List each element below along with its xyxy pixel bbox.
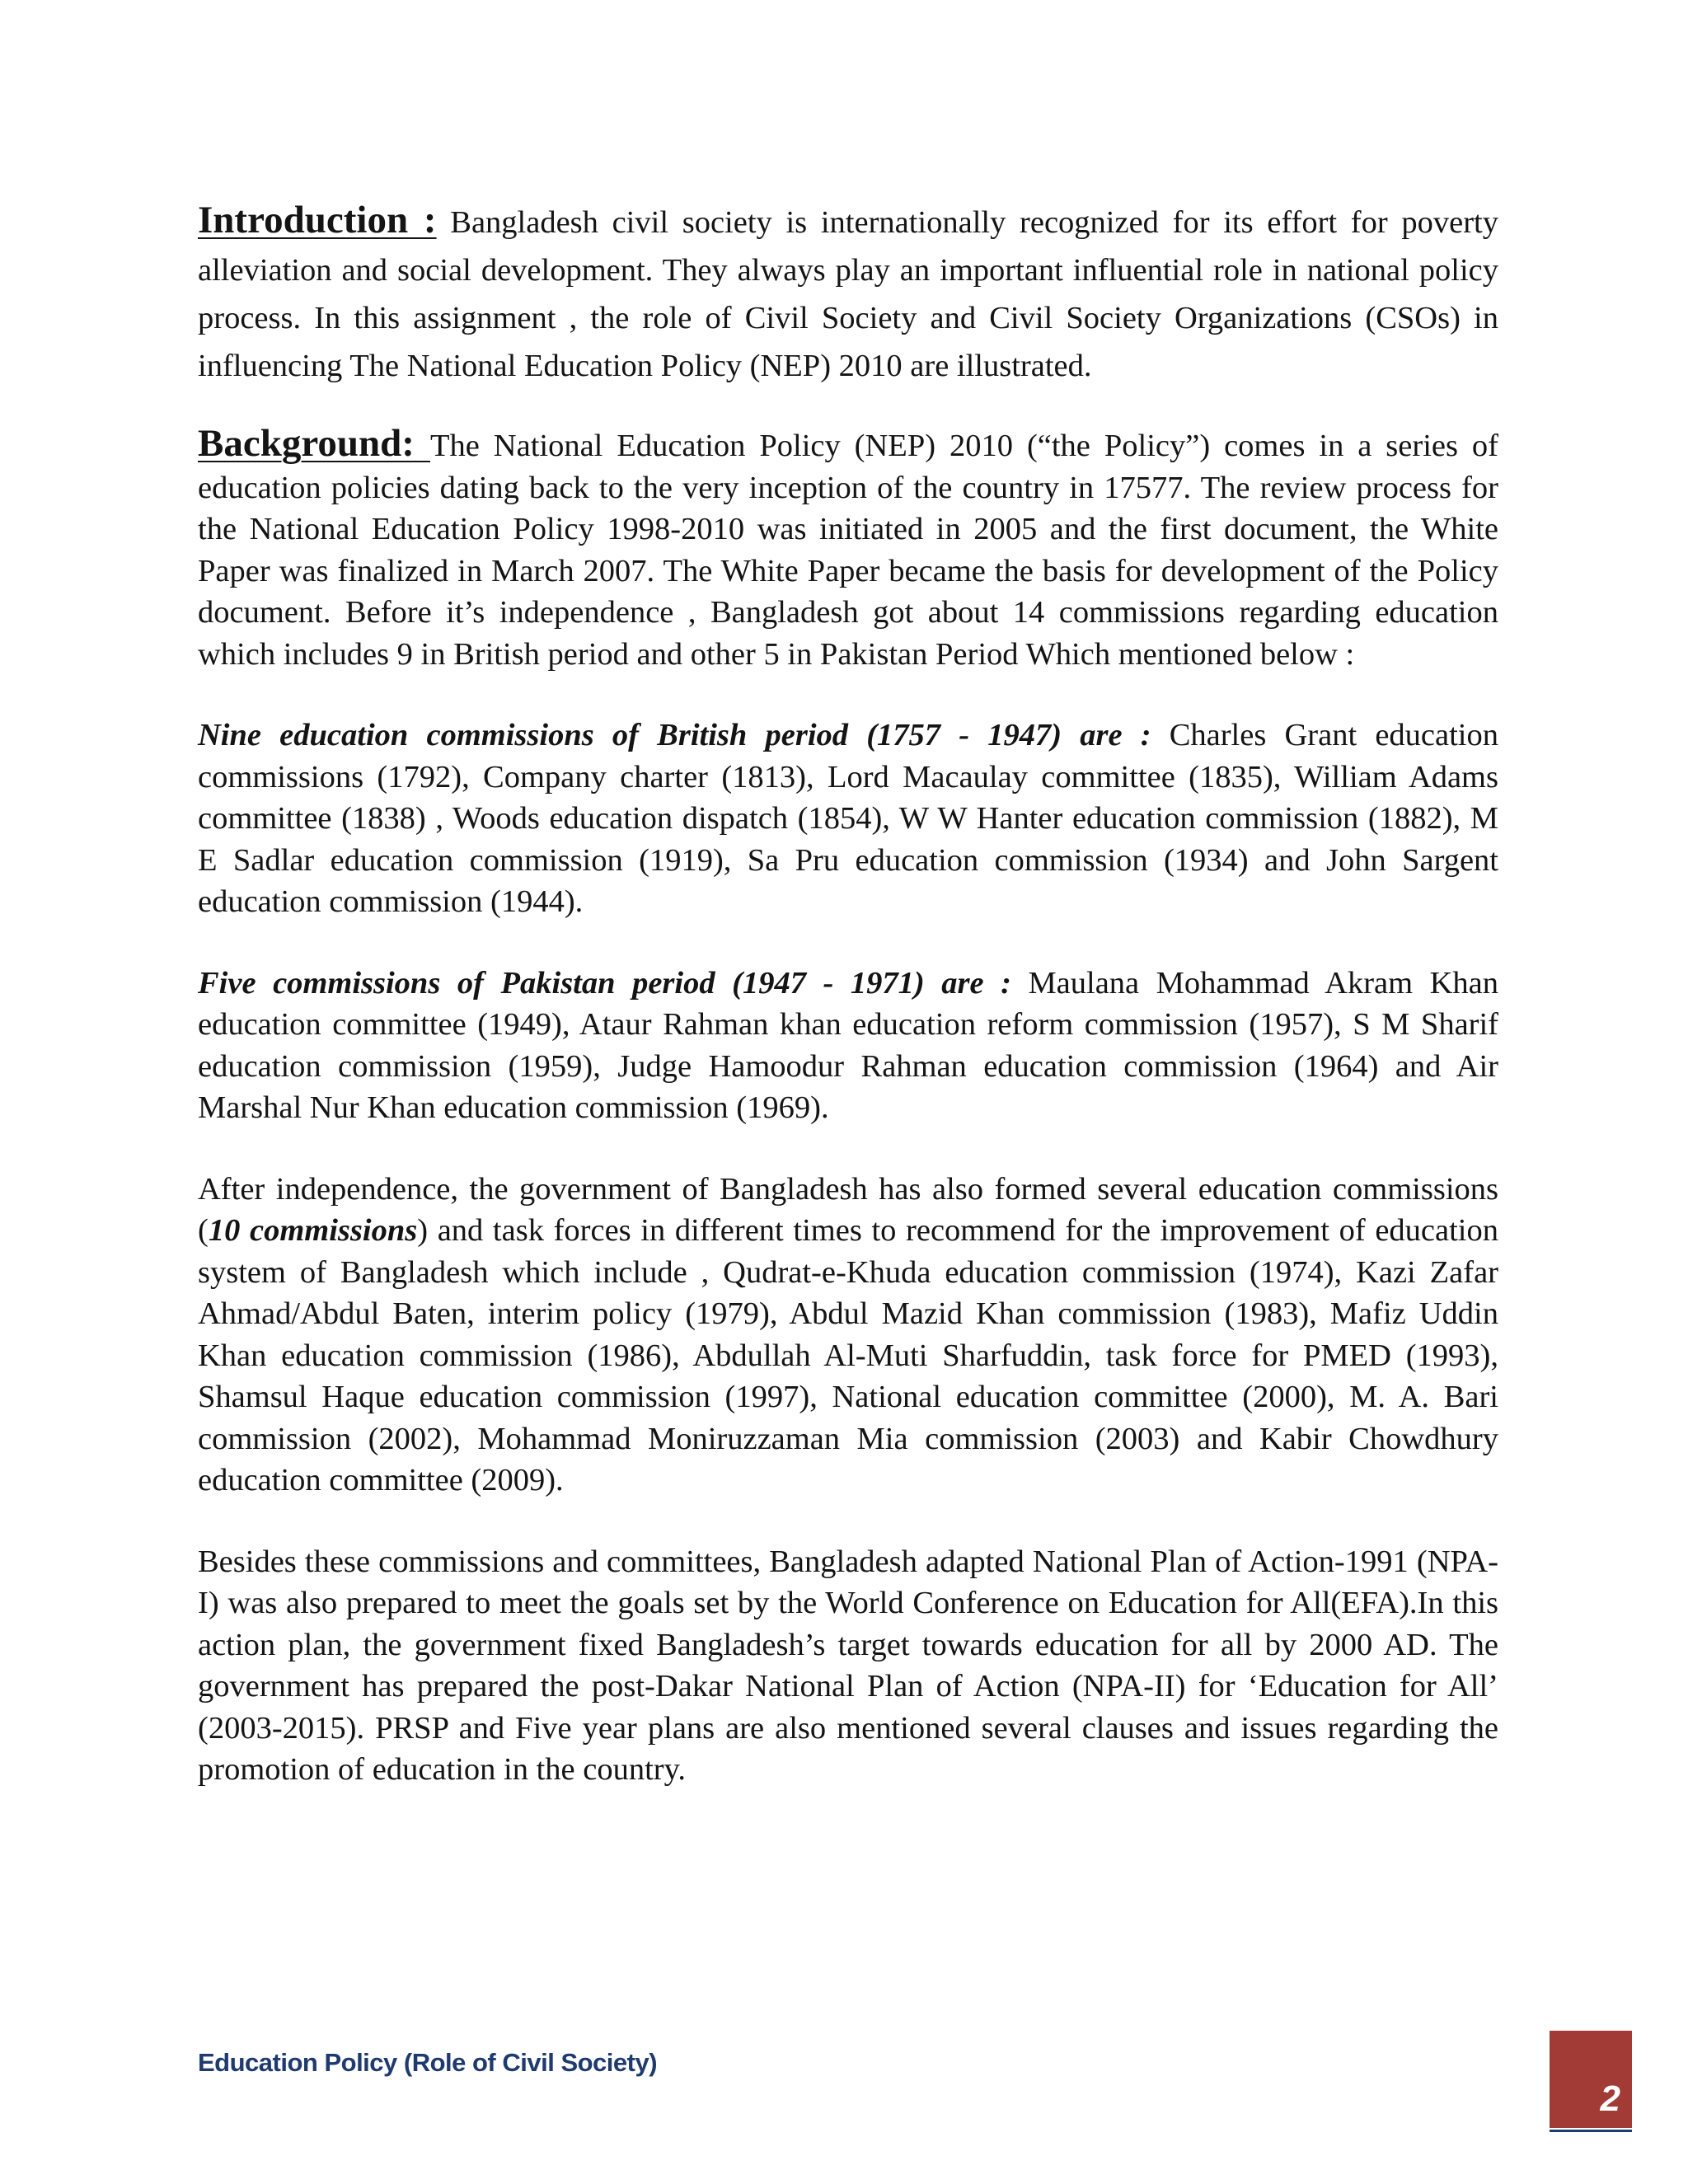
- page-number-box: [1550, 2031, 1632, 2128]
- post-independence-paragraph: [198, 1169, 1498, 1502]
- british-commissions-lead: Nine education commissions of British period (1757 - 1947) are :: [198, 718, 1151, 752]
- post-independence-emphasis: 10 commissions: [208, 1213, 418, 1248]
- pakistan-commissions-lead: Five commissions of Pakistan period (1947 - 1971) are :: [198, 965, 1011, 1001]
- footer-title: Education Policy (Role of Civil Society): [198, 2048, 658, 2077]
- introduction-paragraph: [198, 196, 1498, 390]
- pakistan-commissions-text: Maulana Mohammad Akram Khan education committee (1949), Ataur Rahman khan education reform commission (1957), S M Sharif education commission (1959), Judge Hamoodur Rahman education commission (1964) and Air Marshal Nur Khan education commission (1969).: [198, 965, 1498, 1125]
- page-number: 2: [1600, 2079, 1620, 2119]
- british-commissions-text: Charles Grant education commissions (1792), Company charter (1813), Lord Macaulay committee (1835), William Adams committee (1838) , Woods education dispatch (1854), W W Hanter education commission (1882), M E Sadlar education commission (1919), Sa Pru education commission (1934) and John Sargent education commission (1944).: [198, 718, 1498, 919]
- introduction-text: Bangladesh civil society is internationally recognized for its effort for poverty alleviation and social development. They always play an important influential role in national policy process. In this assignment , the role of Civil Society and Civil Society Organizations (CSOs) in influencing The National Education Policy (NEP) 2010 are illustrated.: [198, 205, 1499, 383]
- npa-paragraph: [198, 1541, 1498, 1791]
- introduction-heading: Introduction :: [198, 199, 437, 241]
- pakistan-commissions-paragraph: [198, 963, 1498, 1129]
- npa-text: Besides these commissions and committees, Bangladesh adapted National Plan of Action-1991 (NPA-I) was also prepared to meet the goals set by the World Conference on Education for All(EFA).In this action plan, the government fixed Bangladesh’s target towards education for all by 2000 AD. The government has prepared the post-Dakar National Plan of Action (NPA-II) for ‘Education for All’ (2003-2015). PRSP and Five year plans are also mentioned several clauses and issues regarding the promotion of education in the country.: [198, 1544, 1498, 1787]
- document-body: [198, 196, 1498, 1791]
- page-number-underline: [1550, 2130, 1632, 2132]
- post-independence-text-after: ) and task forces in different times to recommend for the improvement of education system of Bangladesh which include , Qudrat-e-Khuda education commission (1974), Kazi Zafar Ahmad/Abdul Baten, interim policy (1979), Abdul Mazid Khan commission (1983), Mafiz Uddin Khan education commission (1986), Abdullah Al-Muti Sharfuddin, task force for PMED (1993), Shamsul Haque education commission (1997), National education committee (2000), M. A. Bari commission (2002), Mohammad Moniruzzaman Mia commission (2003) and Kabir Chowdhury education committee (2009).: [198, 1213, 1498, 1497]
- background-paragraph: [198, 423, 1498, 675]
- british-commissions-paragraph: [198, 715, 1498, 923]
- post-independence-text-before: After independence, the government of Bangladesh has also formed several education commissions (: [198, 1171, 1498, 1248]
- background-text: The National Education Policy (NEP) 2010 (“the Policy”) comes in a series of education policies dating back to the very inception of the country in 17577. The review process for the National Education Policy 1998-2010 was initiated in 2005 and the first document, the White Paper was finalized in March 2007. The White Paper became the basis for development of the Policy document. Before it’s independence , Bangladesh got about 14 commissions regarding education which includes 9 in British period and other 5 in Pakistan Period Which mentioned below :: [198, 429, 1498, 672]
- background-heading: Background:: [198, 422, 430, 465]
